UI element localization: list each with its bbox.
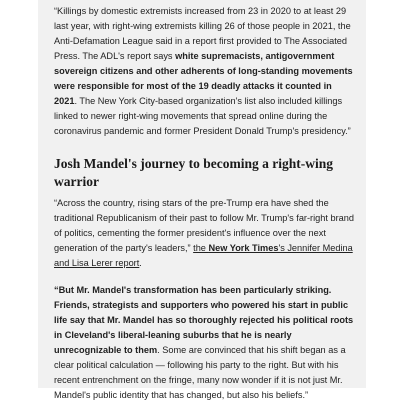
newsletter-card xyxy=(38,0,366,400)
paragraph-text: “Killings by domestic extremists increased from 23 in 2020 to at least 29 last year, with right-wing extremists killing 26 of those people in 2021, the Anti-Defamation League said in a report first provided to The Associated Press. The ADL's report says xyxy=(54,6,351,61)
paragraph-mandel-intro xyxy=(54,196,357,271)
paragraph-bold-text: white supremacists, antigovernment sovereign citizens and other adherents of long-standing movements were responsible for most of the 19 deadly attacks it counted in 2021 xyxy=(54,51,353,106)
section-heading: Josh Mandel's journey to becoming a right-wing warrior xyxy=(54,156,334,189)
paragraph-text: “Across the country, rising stars of the pre-Trump era have shed the traditional Republicanism of their past to follow Mr. Trump's far-right brand of politics, cementing the former president's influence over the next generation of the party's leaders,” xyxy=(54,198,354,253)
link-text: the xyxy=(193,243,209,253)
paragraph-adl-report xyxy=(54,4,357,139)
paragraph-mandel-transformation xyxy=(54,283,357,403)
paragraph-text: . xyxy=(139,258,142,268)
paragraph-bold-text: “But Mr. Mandel's transformation has been particularly striking. Friends, strategists and supporters who powered his start in public life say that Mr. Mandel has so thoroughly rejected his political roots in Cleveland's liberal-leaning suburbs that he is nearly unrecognizable to them xyxy=(54,285,354,355)
link-text: 's Jennifer Medina and Lisa Lerer report xyxy=(54,243,353,268)
paragraph-spacer xyxy=(54,271,357,283)
paragraph-text: . Some are convinced that his shift began as a clear political calculation — following his party to the right. But with his recent entrenchment on the fringe, many now wonder if it is not just Mr. Mandel's public identity that has changed, but also his beliefs.” xyxy=(54,345,346,400)
article-body xyxy=(54,4,357,403)
paragraph-text: . The New York City-based organization's list also included killings linked to newer right-wing movements that spread online during the coronavirus pandemic and former President Donald Trump's presidency.” xyxy=(54,96,351,136)
link-bold-text: New York Times xyxy=(208,243,279,253)
